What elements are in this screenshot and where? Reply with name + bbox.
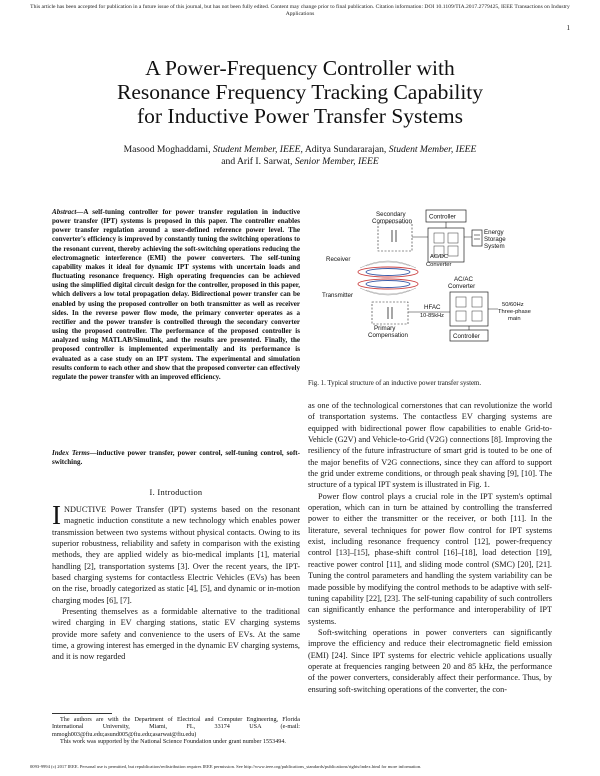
abstract-label: Abstract xyxy=(52,208,77,216)
abstract-text: —A self-tuning controller for power transfer regulation in inductive power transfer (IPT) systems is proposed in this paper. The controller enables power transfer regulation around a user-defined reference power level. The converter's efficiency is improved by constantly tuning the switching operations to the resonant current, thereby achieving the soft-switching operations reducing the electromagnetic interference (EMI) the power converters. The self-tuning capability makes it ideal for dynamic IPT systems with uncertain loads and fluctuating resonance frequency. High operating frequencies can be achieved using the simplified digital circuit design for the controller, proposed in this paper, which delivers a low total propagation delay. Bidirectional power transfer can be enabled by using the proposed controller on both transmitter as well as receiver sides. In the reverse power flow mode, the primary converter operates as a rectifier and the power transfer is controlled through the secondary converter using the proposed controller. The performance of the proposed controller is analyzed using MATLAB/Simulink, and the results are presented. Finally, the proposed controller is implemented experimentally and its performance is evaluated as a case study on an IPT system. The experimental and simulation results conform to each other and show that the proposed converter can effectively regulate the power transfer with an improved efficiency. xyxy=(52,208,300,381)
page-number: 1 xyxy=(566,24,570,32)
label-controller-top: Controller xyxy=(429,213,456,221)
footnote-funding: This work was supported by the National Science Foundation under grant number 1553494. xyxy=(60,739,286,746)
secondary-compensation-box xyxy=(378,223,412,251)
label-receiver: Receiver xyxy=(326,256,351,263)
label-acdc: AC/DC xyxy=(430,254,449,260)
label-transmitter: Transmitter xyxy=(322,292,354,299)
author-line xyxy=(40,144,560,156)
coil-pair-icon xyxy=(358,261,418,295)
author-name: Masood Moghaddami, xyxy=(123,144,211,155)
author-name: and Arif I. Sarwat, xyxy=(221,156,293,167)
paragraph: as one of the technological cornerstones that can revolutionize the world of transportation systems. The contactless EV charging systems are equipped with bidirectional power flow capabilities to enable Grid-to-Vehicle (G2V) and Vehicle-to-Grid (V2G) connections [8]. Improving the resiliency of the future infrastructure of smart grid is touted to be one of the major benefits of V2G connections, since they can afford to support the grid under extreme conditions, or through peak shaving [9], [10]. The structure of a typical IPT system is illustrated in Fig. 1. xyxy=(308,401,552,490)
svg-text:Converter: Converter xyxy=(426,262,452,268)
paragraph-text: NDUCTIVE Power Transfer (IPT) systems based on the resonant magnetic induction constitute a new technology which enables power transmission between two systems without physical contacts. Owing to its superior robustness, reliability and safety in comparison with the existing methods, they are applied widely as bio-medical implants [1], material handling [2], transportation systems [3]. Over the recent years, the IPT-based charging systems for contactless Electric Vehicles (EVs) has been on the rise, broadly categorized as static [4], [5], and dynamic or in-motion charging modes [6], [7]. xyxy=(52,505,300,605)
drop-cap: I xyxy=(52,500,61,530)
right-column-body xyxy=(308,400,552,695)
svg-text:Compensation: Compensation xyxy=(368,332,408,339)
paragraph xyxy=(52,500,300,606)
abstract xyxy=(52,208,300,382)
battery-icon xyxy=(472,230,482,246)
paragraph: Power flow control plays a crucial role in the IPT system's optimal operation, which can in turn be attained by controlling the transferred power to either the transmitter or the receiver, or both [11]. In the literature, several techniques for power flow control for IPT systems exist, including resonance frequency control [12], power-frequency control [13]–[15], phase-shift control [16]–[18], load detection [19], reactive power control [11], and sliding mode control (SMC) [20], [21]. Tuning the control parameters and handling the system variability can be made possible by modifying the control methods to be adaptive with self-tuning capability [22], [23]. The self-tuning capability of such controllers can significantly enhance the performance and interoperability of IPT systems. xyxy=(308,491,552,626)
section-heading: I. Introduction xyxy=(149,488,203,497)
label-ess: Energy xyxy=(484,229,504,236)
author-list xyxy=(40,144,560,168)
title-line: A Power-Frequency Controller with xyxy=(145,56,455,80)
title-line: Resonance Frequency Tracking Capability xyxy=(116,80,484,104)
footnote-affiliation: The authors are with the Department of Electrical and Computer Engineering, Florida International University, Miami, FL, 33174 USA (e-mail: mmogh003@fiu.edu;asund005@fiu.edu;asarwat@fiu.edu) xyxy=(52,717,300,738)
figure-caption: Fig. 1. Typical structure of an inductive power transfer system. xyxy=(308,380,482,387)
paper-title xyxy=(40,56,560,128)
author-name: Aditya Sundararajan, xyxy=(304,144,387,155)
ipt-diagram xyxy=(310,206,552,354)
label-mains: 50/60Hz xyxy=(502,302,524,308)
figure-ipt-structure xyxy=(310,206,552,354)
author-membership: Student Member, IEEE, xyxy=(212,144,303,155)
index-terms-text: —inductive power transfer, power control, self-tuning control, soft-switching. xyxy=(52,449,300,467)
left-column-body xyxy=(52,500,300,663)
label-hfac: HFAC xyxy=(424,304,441,311)
label-secondary-compensation: Secondary xyxy=(376,211,406,218)
copyright-footer: 0093-9994 (c) 2017 IEEE. Personal use is permitted, but republication/redistribution requires IEEE permission. See http://www.ieee.org/publications_standards/publications/rights/index.html for more information. xyxy=(30,764,422,769)
svg-text:Converter: Converter xyxy=(448,283,476,290)
journal-banner: This article has been accepted for publication in a future issue of this journal, but has not been fully edited. Content may change prior to final publication. Citation information: DOI 10.1109/TIA.2017.2779425, IEEE Transactions on Industry Applications xyxy=(30,4,570,17)
label-hfac-frequency: 10-85kHz xyxy=(420,313,444,319)
svg-text:Storage: Storage xyxy=(484,236,506,243)
svg-text:Compensation: Compensation xyxy=(372,218,412,225)
author-membership: Student Member, IEEE xyxy=(388,144,477,155)
svg-text:Three-phase: Three-phase xyxy=(498,309,531,315)
primary-compensation-box xyxy=(372,302,408,324)
author-membership: Senior Member, IEEE xyxy=(294,156,379,167)
paragraph: Presenting themselves as a formidable alternative to the traditional wired charging in EV charging stations, static EV charging systems provide more safety and convenience to the users of EVs. At the same time, a growing interest has emerged in the dynamic EV charging systems, and it is now regarded xyxy=(52,607,300,662)
title-line: for Inductive Power Transfer Systems xyxy=(136,104,464,128)
svg-text:main: main xyxy=(508,316,521,322)
acac-converter-box xyxy=(450,292,488,326)
label-acac: AC/AC xyxy=(454,276,473,283)
label-controller-bottom: Controller xyxy=(453,333,480,340)
index-terms-label: Index Terms xyxy=(52,449,90,457)
paragraph: Soft-switching operations in power converters can significantly improve the efficiency and reduce their electromagnetic field emission (EMI) [24]. Since IPT systems for electric vehicle applications usually operate at frequencies ranging between 20 and 85 kHz, the performance of the power converters, considerably affect their performance. Thus, by ensuring soft-switching operations of the converter, the con- xyxy=(308,627,552,694)
author-line xyxy=(40,156,560,168)
footnote-rule xyxy=(52,713,112,714)
footnote xyxy=(52,717,300,747)
index-terms xyxy=(52,449,300,467)
svg-text:System: System xyxy=(484,243,505,250)
label-primary-compensation: Primary xyxy=(374,325,396,332)
